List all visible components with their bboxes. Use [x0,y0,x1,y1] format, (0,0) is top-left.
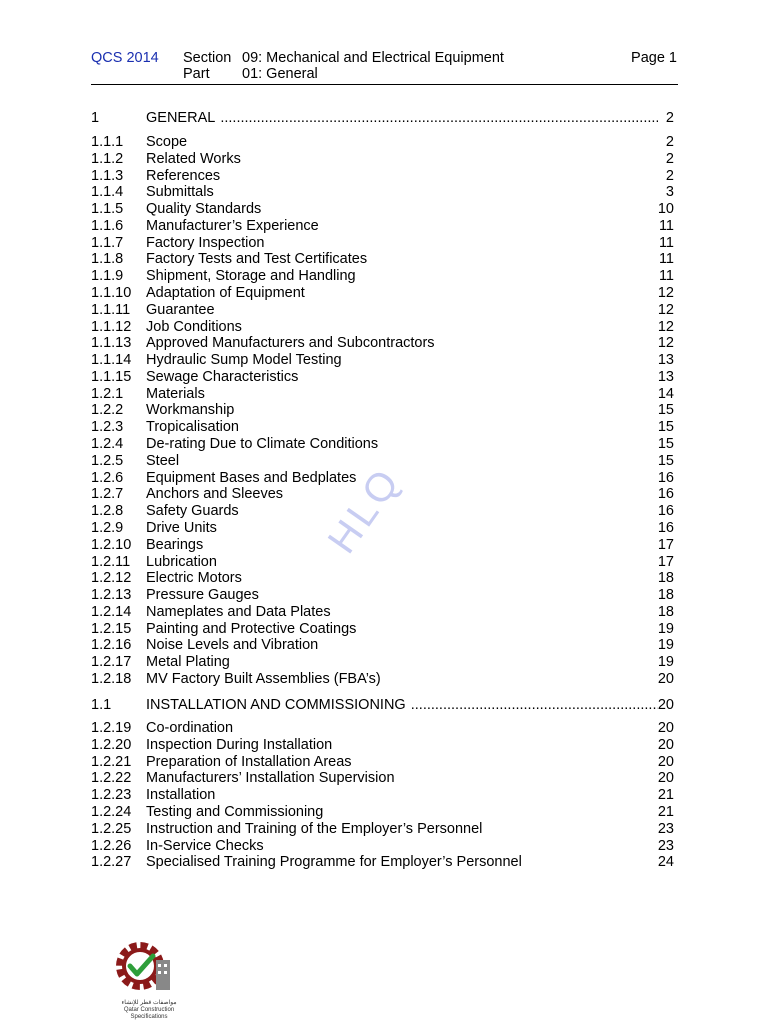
toc-title: Co-ordination [146,720,234,736]
toc-page-number: 2 [665,110,674,126]
toc-title: Installation [146,787,216,804]
toc-row [91,168,674,185]
toc-row [91,335,674,352]
toc-number: 1.2.11 [91,553,131,570]
toc-number: 1.2.23 [91,787,132,804]
toc-number: 1.1.6 [91,217,124,234]
toc-page-number: 24 [657,854,674,871]
toc-title: Factory Inspection [146,234,265,251]
toc-number: 1.1.14 [91,352,132,369]
toc-title: Noise Levels and Vibration [146,637,319,654]
toc-title: References [146,167,221,184]
toc-page-number: 2 [665,134,674,150]
toc-row [91,787,674,804]
toc-page-number: 15 [657,436,674,453]
toc-page-number: 11 [658,268,674,285]
toc-row [91,134,674,151]
toc-title: Shipment, Storage and Handling [146,268,356,285]
toc-page-number: 23 [657,837,674,854]
toc-row [91,720,674,737]
toc-number: 1.2.12 [91,570,132,587]
toc-row [91,251,674,268]
toc-number: 1.2.24 [91,804,132,820]
toc-number: 1.1.4 [91,184,124,201]
toc-page-number: 21 [657,787,674,804]
toc-number: 1.1.8 [91,251,124,268]
toc-page-number: 23 [657,820,674,837]
part-value: 01: General [242,66,318,82]
toc-title: Quality Standards [146,201,262,218]
toc-title: Manufacturer’s Experience [146,217,319,234]
toc-row [91,386,674,403]
toc-title: In-Service Checks [146,837,264,854]
toc-page-number: 11 [658,234,674,251]
toc-number: 1.1 [91,697,112,713]
toc-number: 1.2.19 [91,720,132,736]
toc-page-number: 17 [657,536,674,553]
toc-page-number: 20 [657,670,674,687]
toc-number: 1.2.9 [91,519,124,536]
toc-row [91,770,674,787]
toc-page-number: 16 [657,519,674,536]
toc-row [91,821,674,838]
toc-title: Steel [146,452,180,469]
toc-page-number: 10 [657,201,674,218]
toc-row [91,737,674,754]
toc-page-number: 11 [658,251,674,268]
toc-page-number: 19 [657,654,674,671]
toc-number: 1.1.13 [91,335,132,352]
part-key: Part [183,66,210,82]
toc-page-number: 2 [665,150,674,167]
toc-page-number: 12 [657,301,674,318]
toc-page-number: 12 [657,335,674,352]
toc-number: 1.2.3 [91,419,124,436]
toc-number: 1.1.10 [91,285,132,302]
toc-row [91,754,674,771]
toc-title: Electric Motors [146,570,242,587]
toc-row [91,621,674,638]
toc-page-number: 19 [657,637,674,654]
toc-page-number: 20 [657,770,674,787]
toc-number: 1.2.7 [91,486,124,503]
toc-number: 1.1.1 [91,134,124,150]
toc-page-number: 11 [658,217,674,234]
toc-title: Nameplates and Data Plates [146,603,331,620]
toc-row [91,218,674,235]
toc-page-number: 3 [665,184,674,201]
toc-row [91,268,674,285]
toc-number: 1.1.11 [91,301,131,318]
toc-number: 1.1.7 [91,234,124,251]
toc-title: Job Conditions [146,318,242,335]
toc-title: Bearings [146,536,204,553]
toc-page-number: 21 [657,804,674,820]
toc-number: 1.1.12 [91,318,132,335]
toc-page-number: 18 [657,570,674,587]
watermark: HLQ [319,458,410,562]
toc-title-text: GENERAL [146,110,216,126]
toc-page-number: 13 [657,368,674,385]
toc-title: Preparation of Installation Areas [146,753,352,770]
toc-number: 1.1.15 [91,368,132,385]
toc-page-number: 18 [657,603,674,620]
toc-page-number: 2 [665,167,674,184]
toc-title: De-rating Due to Climate Conditions [146,436,379,453]
toc-page-number: 15 [657,452,674,469]
section-line [183,50,504,66]
toc-title: Anchors and Sleeves [146,486,284,503]
toc-heading-row [91,110,674,127]
toc-page-number: 19 [657,620,674,637]
toc-number: 1.2.27 [91,854,132,871]
toc-page-number: 18 [657,587,674,604]
logo-caption [108,1000,190,1021]
toc-number: 1.2.6 [91,469,124,486]
toc-title: Equipment Bases and Bedplates [146,469,357,486]
toc-number: 1.2.10 [91,536,132,553]
toc-page-number: 20 [657,736,674,753]
toc-number: 1.2.25 [91,820,132,837]
section-key: Section [183,50,232,66]
toc-number: 1.2.13 [91,587,132,604]
toc-page-number: 20 [657,697,674,713]
toc-title: Manufacturers’ Installation Supervision [146,770,395,787]
toc-page-number: 12 [657,318,674,335]
toc-row [91,201,674,218]
toc-number: 1.2.17 [91,654,132,671]
toc-row [91,436,674,453]
toc-row [91,285,674,302]
toc-title: Metal Plating [146,654,230,671]
toc-row [91,838,674,855]
toc-number: 1.1.5 [91,201,124,218]
toc-title: Hydraulic Sump Model Testing [146,352,342,369]
toc-number: 1.2.26 [91,837,132,854]
toc-number: 1.1.2 [91,150,124,167]
toc-title: Specialised Training Programme for Employer’s Personnel [146,854,522,871]
toc-title: Factory Tests and Test Certificates [146,251,368,268]
toc-title: Tropicalisation [146,419,239,436]
toc-title: Approved Manufacturers and Subcontractors [146,335,435,352]
toc-title: Instruction and Training of the Employer’s Personnel [146,820,483,837]
document-code: QCS 2014 [91,50,159,66]
toc-page-number: 15 [657,419,674,436]
page-number: Page 1 [631,50,677,66]
logo-arabic: مواصفات قطر للإنشاء [121,1000,177,1006]
toc-title [146,697,658,714]
header-divider [91,84,678,85]
toc-page-number: 17 [657,553,674,570]
toc-title-text: INSTALLATION AND COMMISSIONING [146,697,406,713]
toc-title: Lubrication [146,553,217,570]
toc-title: Workmanship [146,402,235,419]
toc-number: 1 [91,110,100,126]
toc-page-number: 12 [657,285,674,302]
toc-row [91,854,674,871]
toc-number: 1.1.3 [91,167,124,184]
toc-row [91,419,674,436]
toc-row [91,302,674,319]
toc-row [91,804,674,821]
toc-page-number: 20 [657,720,674,736]
toc-number: 1.2.8 [91,503,124,520]
section-value: 09: Mechanical and Electrical Equipment [242,50,504,66]
toc-number: 1.2.16 [91,637,132,654]
toc-page-number: 13 [657,352,674,369]
toc-number: 1.2.2 [91,402,124,419]
toc-title: Drive Units [146,519,217,536]
toc-page-number: 16 [657,469,674,486]
toc-row [91,604,674,621]
toc-number: 1.2.20 [91,736,132,753]
toc-page-number: 14 [657,385,674,402]
toc-row [91,654,674,671]
toc-title: Pressure Gauges [146,587,259,604]
toc-row [91,184,674,201]
toc-page-number: 16 [657,486,674,503]
toc-row [91,587,674,604]
toc-number: 1.2.18 [91,670,132,687]
logo-english: Qatar Construction Specifications [123,1007,175,1020]
toc-row [91,554,674,571]
toc-row [91,671,674,688]
toc-title: Sewage Characteristics [146,368,299,385]
toc-title: Safety Guards [146,503,239,520]
toc-heading-row [91,697,674,714]
toc-title: Inspection During Installation [146,736,333,753]
toc-row [91,570,674,587]
toc-title: Materials [146,385,205,402]
toc-row [91,637,674,654]
toc-title: Guarantee [146,301,215,318]
toc-title: Related Works [146,150,241,167]
toc-title [146,110,658,127]
toc-title: Painting and Protective Coatings [146,620,357,637]
toc-page-number: 16 [657,503,674,520]
toc-number: 1.2.21 [91,753,132,770]
toc-row [91,151,674,168]
part-line [183,66,318,82]
toc-page-number: 15 [657,402,674,419]
toc-number: 1.1.9 [91,268,124,285]
toc-title: MV Factory Built Assemblies (FBA’s) [146,670,381,687]
toc-number: 1.2.1 [91,385,124,402]
toc-number: 1.2.14 [91,603,132,620]
toc-number: 1.2.22 [91,770,132,787]
toc-title: Scope [146,134,188,150]
toc-row [91,352,674,369]
toc-number: 1.2.5 [91,452,124,469]
toc-number: 1.2.15 [91,620,132,637]
toc-title: Submittals [146,184,214,201]
toc-title: Testing and Commissioning [146,804,324,820]
toc-row [91,537,674,554]
toc-row [91,235,674,252]
toc-title: Adaptation of Equipment [146,285,305,302]
toc-number: 1.2.4 [91,436,124,453]
toc-row [91,369,674,386]
toc-row [91,319,674,336]
toc-page-number: 20 [657,753,674,770]
toc-row [91,402,674,419]
